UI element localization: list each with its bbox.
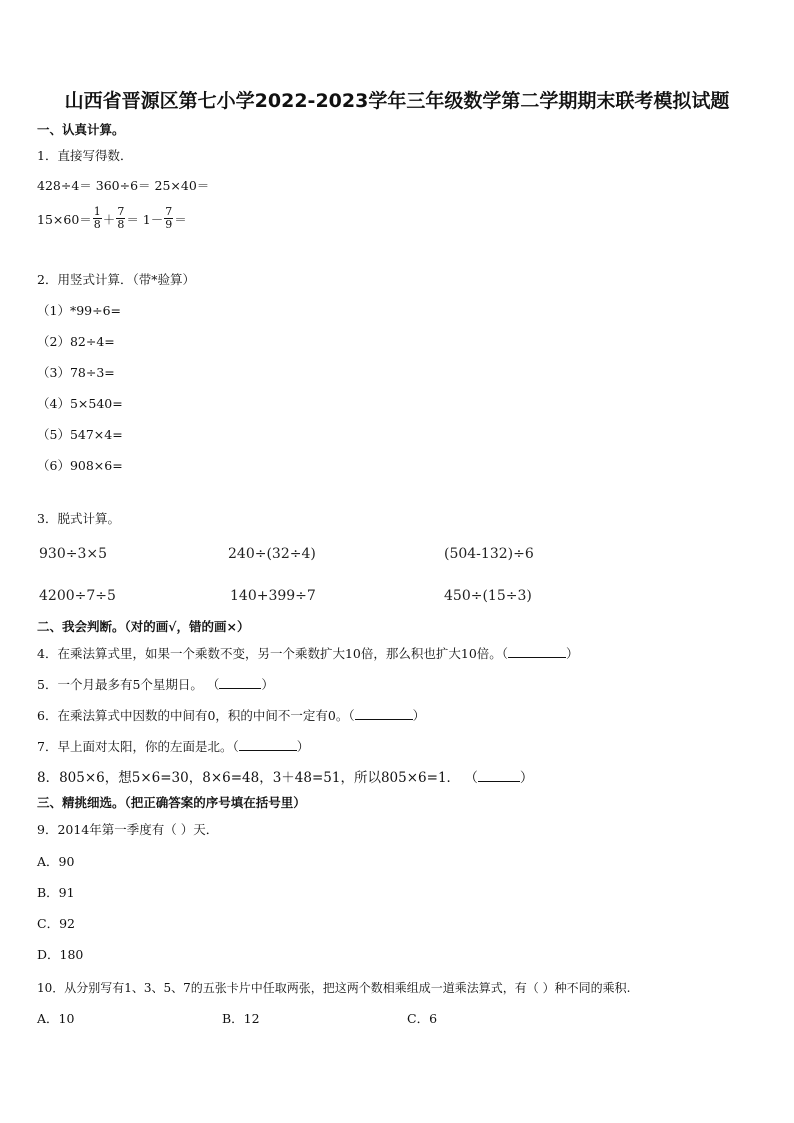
fraction-c: $\frac{7}{9}$ xyxy=(165,205,173,231)
q3-label: 3．脱式计算。 xyxy=(37,511,120,526)
page-title: 山西省晋源区第七小学2022-2023学年三年级数学第二学期期末联考模拟试题 xyxy=(64,90,730,112)
section1-heading: 一、认真计算。 xyxy=(37,122,125,137)
q2-label: 2．用竖式计算．（带*验算） xyxy=(37,272,195,287)
q9-option: A．90 xyxy=(37,854,75,869)
q1-row1: 428÷4＝ 360÷6＝ 25×40＝ xyxy=(37,178,210,193)
q3-expression: 930÷3×5 xyxy=(39,546,107,562)
q3-expression: 240÷(32÷4) xyxy=(228,546,316,562)
answer-blank[interactable] xyxy=(508,646,566,658)
q2-item: （4）5×540= xyxy=(37,396,123,411)
q10-label: 10．从分别写有1、3、5、7的五张卡片中任取两张，把这两个数相乘组成一道乘法算式，有（ ）种不同的乘积. xyxy=(37,981,631,995)
q9-option: C．92 xyxy=(37,916,75,931)
answer-blank[interactable] xyxy=(478,770,520,782)
q10-option: A．10 xyxy=(37,1011,75,1026)
answer-blank[interactable] xyxy=(239,739,297,751)
q9-label: 9．2014年第一季度有（ ）天． xyxy=(37,822,219,837)
judge-item-7: 7．早上面对太阳，你的左面是北。（ ） xyxy=(37,739,310,754)
fraction-b: $\frac{7}{8}$ xyxy=(117,205,125,231)
section2-heading: 二、我会判断。（对的画√，错的画×） xyxy=(37,619,250,634)
answer-blank[interactable] xyxy=(219,677,261,689)
q9-option: B．91 xyxy=(37,885,75,900)
q1-row2-prefix: 15×60＝ xyxy=(37,211,92,227)
q1-label: 1．直接写得数． xyxy=(37,148,133,163)
q3-expression: (504-132)÷6 xyxy=(444,546,534,562)
q3-expression: 450÷(15÷3) xyxy=(444,588,532,604)
judge-item-6: 6．在乘法算式中因数的中间有0，积的中间不一定有0。（ ） xyxy=(37,708,426,723)
q2-item: （3）78÷3= xyxy=(37,365,115,380)
q10-option: B．12 xyxy=(222,1011,260,1026)
q2-item: （2）82÷4= xyxy=(37,334,115,349)
fraction-a: $\frac{1}{8}$ xyxy=(93,205,101,231)
q1-row2 xyxy=(37,206,187,240)
plus-sign: ＋ xyxy=(102,211,116,227)
answer-blank[interactable] xyxy=(355,708,413,720)
q2-item: （1）*99÷6= xyxy=(37,303,122,318)
judge-item-4: 4．在乘法算式里，如果一个乘数不变，另一个乘数扩大10倍，那么积也扩大10倍。（ ） xyxy=(37,646,579,661)
judge-item-5: 5．一个月最多有5个星期日。 （ ） xyxy=(37,677,274,692)
q10-option: C．6 xyxy=(407,1011,438,1026)
equals-one-minus: ＝ 1－ xyxy=(126,211,164,227)
q9-option: D．180 xyxy=(37,947,84,962)
q2-item: （5）547×4= xyxy=(37,427,123,442)
judge-item-8: 8．805×6，想5×6=30，8×6=48，3＋48=51，所以805×6=1． （ ） xyxy=(37,770,534,786)
q1-row2-suffix: ＝ xyxy=(174,211,187,227)
q3-expression: 4200÷7÷5 xyxy=(39,588,116,604)
q3-expression: 140+399÷7 xyxy=(230,588,316,604)
section3-heading: 三、精挑细选。（把正确答案的序号填在括号里） xyxy=(37,795,306,810)
q2-item: （6）908×6= xyxy=(37,458,123,473)
